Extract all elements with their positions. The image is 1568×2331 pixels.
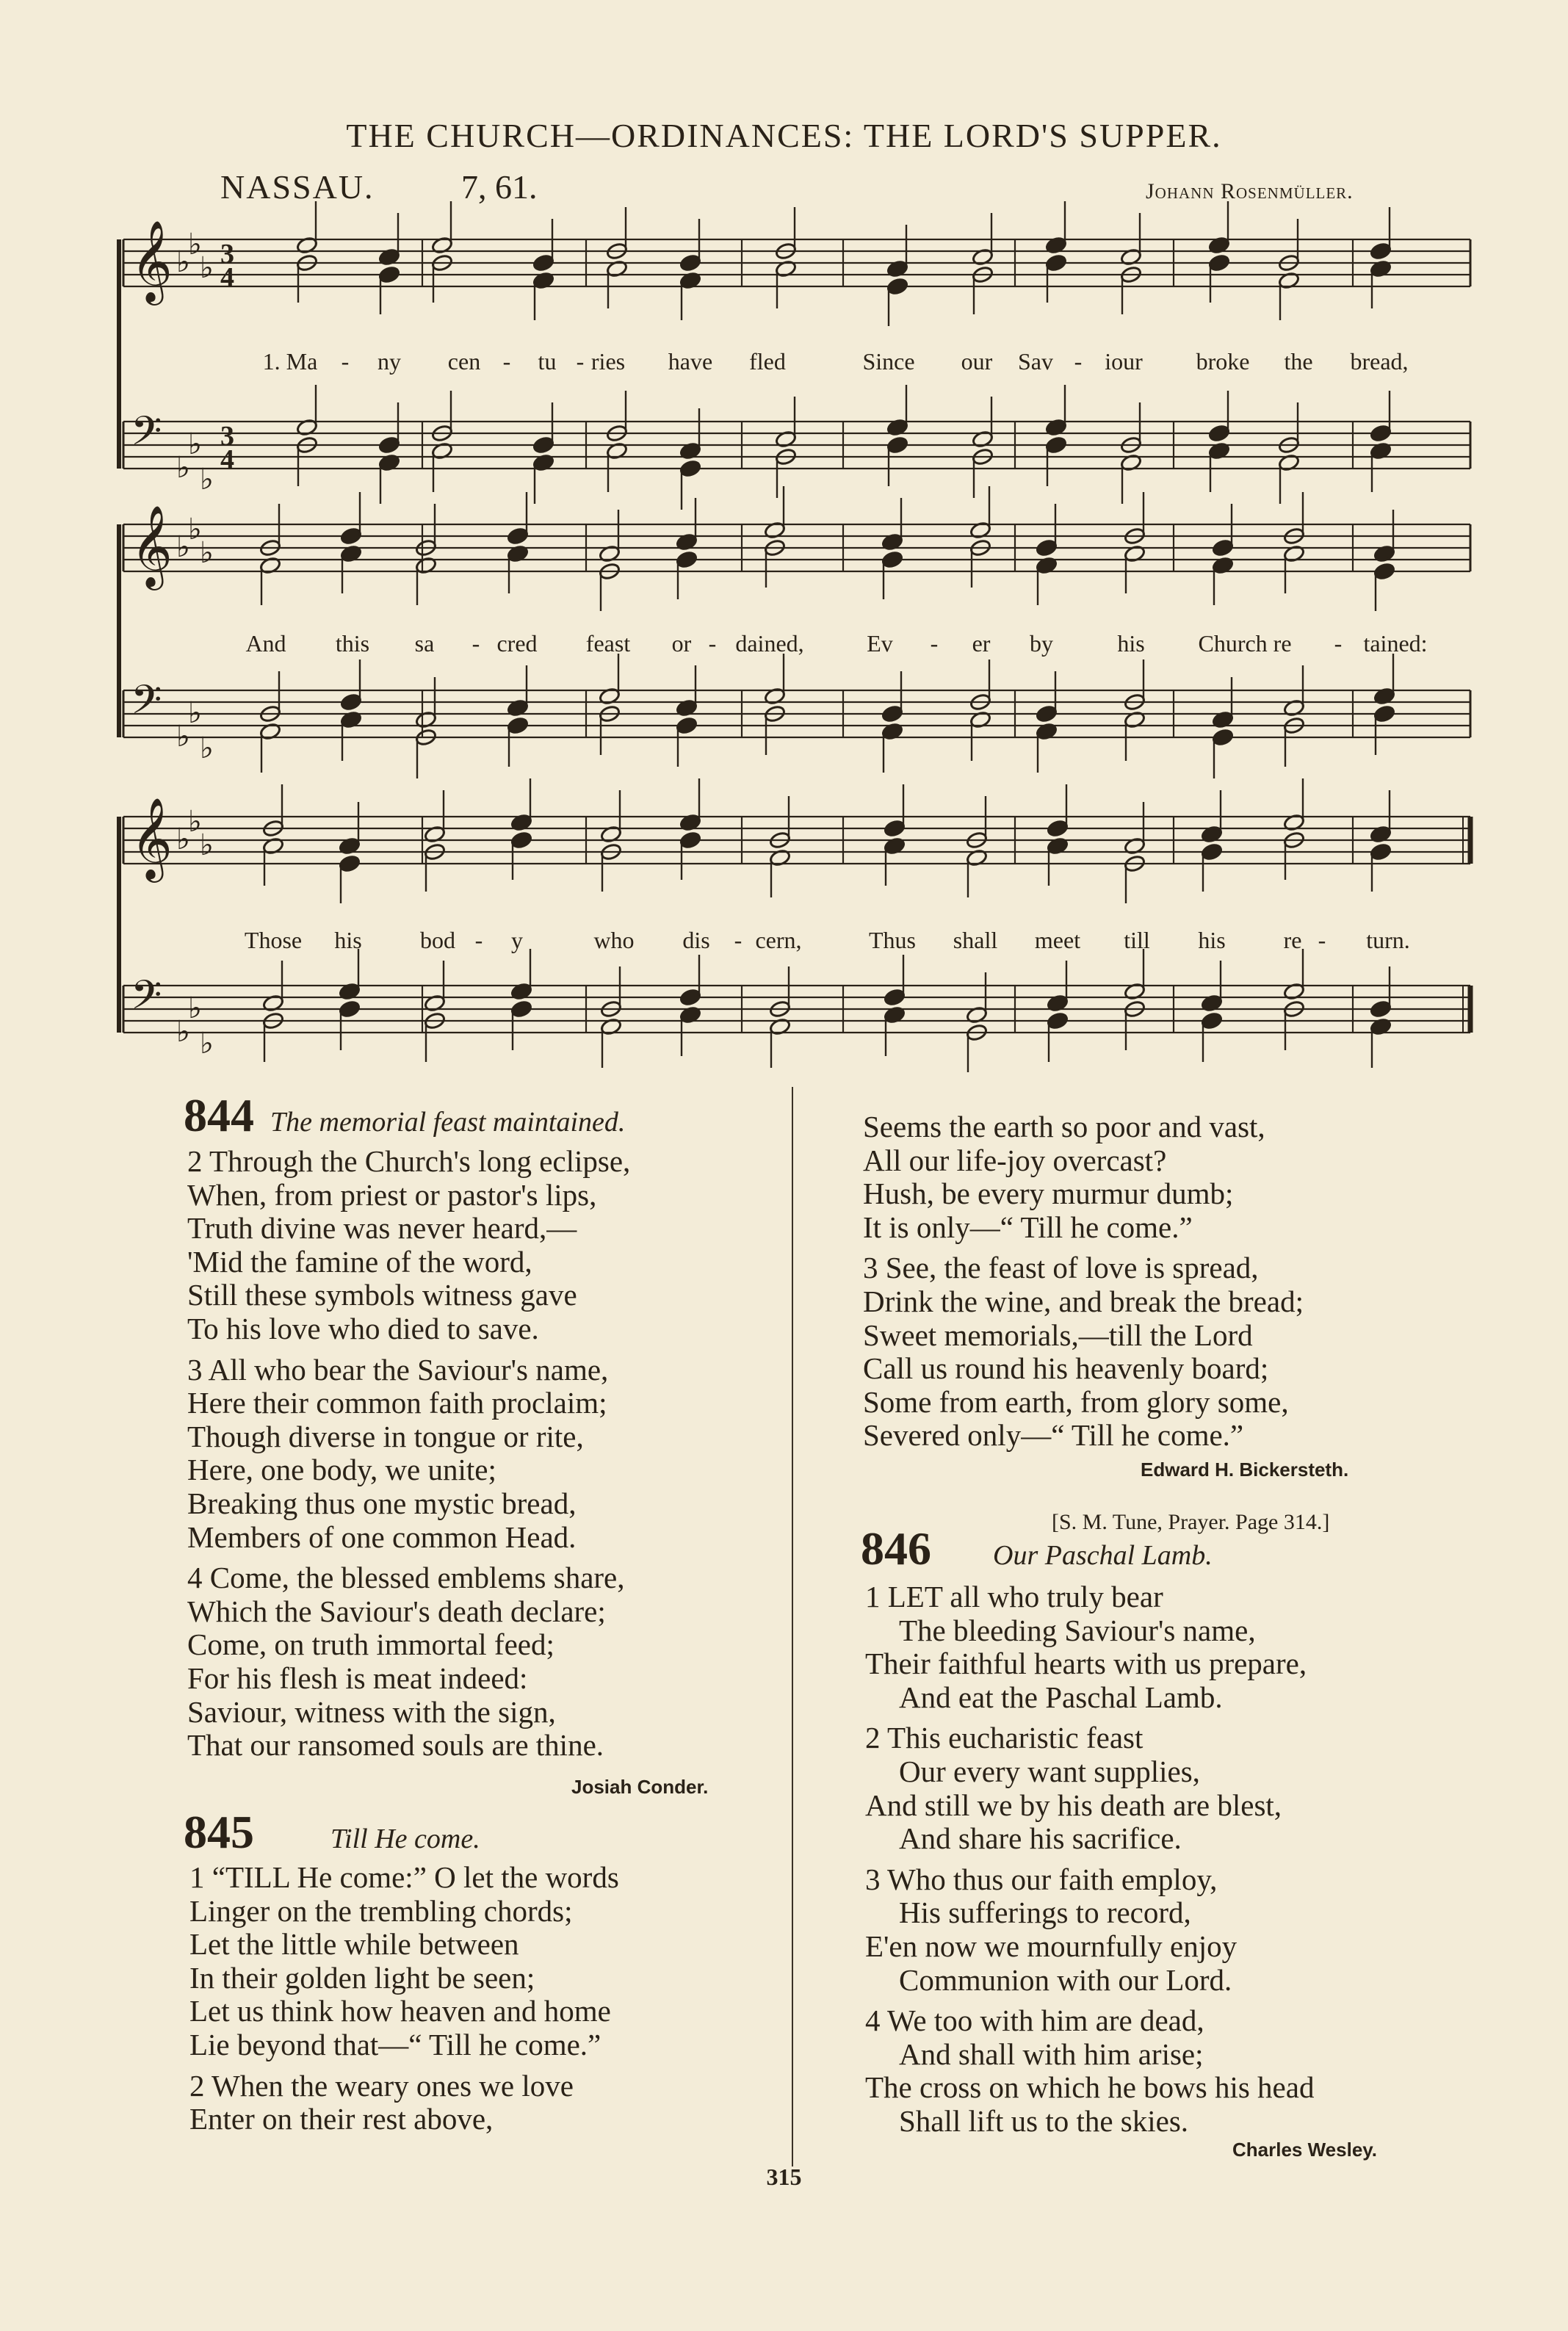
flat-icon: ♭ [188, 991, 202, 1025]
note-head [1045, 253, 1067, 272]
lyric-syllable: re [1283, 927, 1302, 953]
note-head [1208, 424, 1230, 443]
verse-line: Drink the wine, and break the bread; [863, 1284, 1304, 1318]
lyric-syllable: And [245, 630, 286, 657]
verse-line: And still we by his death are blest, [865, 1788, 1282, 1822]
verse-line: 4 Come, the blessed emblems share, [187, 1561, 625, 1595]
lyric-syllable: dis [682, 927, 710, 953]
flat-icon: ♭ [188, 228, 202, 261]
flat-icon: ♭ [200, 463, 214, 496]
flat-icon: ♭ [200, 731, 214, 765]
verse-line: And shall with him arise; [899, 2037, 1204, 2071]
note-head [378, 436, 400, 455]
note-head [507, 527, 529, 546]
verse-line: 1 LET all who truly bear [865, 1580, 1163, 1613]
note-head [532, 253, 554, 272]
flat-icon: ♭ [176, 720, 190, 753]
note-head [510, 1000, 532, 1019]
note-head [339, 854, 361, 873]
lyric-syllable: - [502, 348, 511, 375]
lyrics-system-2 [0, 630, 1568, 659]
lyric-syllable: this [335, 630, 370, 657]
note-head [1370, 242, 1392, 261]
note-head [1036, 538, 1058, 557]
verse-line: Here their common faith proclaim; [187, 1386, 607, 1420]
lyric-syllable: tu [538, 348, 557, 375]
verse-line: The bleeding Saviour's name, [899, 1613, 1256, 1647]
lyric-syllable: ries [590, 348, 626, 375]
treble-clef-icon: 𝄞 [131, 797, 173, 879]
lyric-syllable: by [1030, 630, 1053, 657]
hymn-844-heading [184, 1088, 625, 1143]
time-signature-top: 3 [220, 239, 234, 270]
lyric-syllable: our [961, 348, 993, 375]
verse-line: That our ransomed souls are thine. [187, 1728, 604, 1763]
verse-line: E'en now we mournfully enjoy [865, 1929, 1238, 1963]
flat-icon: ♭ [188, 805, 202, 839]
verse-line: Their faithful hearts with us prepare, [865, 1647, 1307, 1681]
lyric-syllable: - [708, 630, 717, 657]
verse-line: Call us round his heavenly board; [863, 1351, 1269, 1386]
lyric-syllable: turn. [1366, 927, 1410, 953]
note-head [1373, 562, 1395, 581]
verse-line: All our life-joy overcast? [863, 1143, 1167, 1177]
lyric-syllable: - [1334, 630, 1343, 657]
verse-line: Here, one body, we unite; [187, 1453, 496, 1487]
lyric-syllable: Those [244, 927, 303, 953]
column-divider [792, 1087, 793, 2166]
lyrics-system-1 [0, 348, 1568, 377]
verse-line: Linger on the trembling chords; [189, 1893, 573, 1928]
verse-line: And share his sacrifice. [899, 1821, 1182, 1856]
verse-line: To his love who died to save. [187, 1312, 539, 1345]
lyric-syllable: fled [749, 348, 786, 375]
lyric-syllable: cen [447, 348, 481, 375]
verse-line: Truth divine was never heard,— [187, 1211, 577, 1246]
lyric-syllable: Sav [1018, 348, 1053, 375]
lyric-syllable: iour [1105, 348, 1143, 375]
hymn-846-title: Our Paschal Lamb. [993, 1540, 1213, 1571]
verse-line: Though diverse in tongue or rite, [187, 1419, 584, 1453]
note-head [1047, 1011, 1069, 1030]
note-head [679, 831, 701, 850]
hymn-845-title: Till He come. [330, 1824, 480, 1854]
bass-clef-icon: 𝄢 [131, 408, 162, 464]
lyric-syllable: cred [496, 630, 538, 657]
flat-icon: ♭ [200, 536, 214, 570]
lyric-syllable: the [1284, 348, 1313, 375]
hymn-846-tune-reference: [S. M. Tune, Prayer. Page 314.] [1052, 1510, 1330, 1534]
note-head [1201, 1011, 1223, 1030]
section-heading: THE CHURCH—ORDINANCES: THE LORD'S SUPPER. [346, 117, 1222, 154]
hymn-846-author: Charles Wesley. [1232, 2139, 1378, 2161]
verse-line: 1 “TILL He come:” O let the words [189, 1860, 619, 1894]
time-signature-bottom: 4 [220, 444, 234, 475]
verse-line: Let us think how heaven and home [189, 1994, 611, 2028]
note-head [1045, 436, 1067, 455]
hymn-845-heading [184, 1805, 480, 1860]
note-head [884, 819, 906, 838]
lyric-syllable: y [511, 927, 523, 953]
lyric-syllable: his [1198, 927, 1226, 953]
verse-line: In their golden light be seen; [189, 1960, 535, 1995]
verse-line: The cross on which he bows his head [865, 2070, 1315, 2105]
note-head [679, 253, 701, 272]
lyric-syllable: Since [862, 348, 915, 375]
verse-line: 3 All who bear the Saviour's name, [187, 1352, 609, 1387]
verse-line: Some from earth, from glory some, [863, 1384, 1289, 1419]
verse-line: Lie beyond that—“ Till he come.” [189, 2028, 601, 2061]
verse-line: Which the Saviour's death declare; [187, 1594, 606, 1628]
hymn-844-number: 844 [184, 1089, 254, 1141]
music-score [0, 0, 1568, 1072]
flat-icon: ♭ [176, 1015, 190, 1049]
lyric-syllable: tained: [1363, 630, 1428, 657]
lyric-syllable: sa [414, 630, 435, 657]
treble-clef-icon: 𝄞 [131, 505, 173, 587]
note-head [676, 716, 698, 735]
note-head [1208, 253, 1230, 272]
verse-line: Our every want supplies, [899, 1754, 1200, 1788]
lyric-syllable: - [734, 927, 743, 953]
lyric-syllable: - [930, 630, 939, 657]
note-head [1370, 1000, 1392, 1019]
lyric-syllable: have [668, 348, 713, 375]
flat-icon: ♭ [176, 245, 190, 279]
verse-line: Enter on their rest above, [189, 2102, 494, 2136]
note-head [886, 436, 908, 455]
note-head [1370, 842, 1392, 861]
verse-line: Severed only—“ Till he come.” [863, 1418, 1244, 1453]
lyric-syllable: er [972, 630, 991, 657]
lyric-syllable: feast [585, 630, 631, 657]
lyric-syllable: Thus [869, 927, 916, 953]
note-head [507, 716, 529, 735]
flat-icon: ♭ [176, 451, 190, 485]
time-signature-bottom: 4 [220, 262, 234, 293]
lyric-syllable: shall [953, 927, 998, 953]
hymn-845-number: 845 [184, 1806, 254, 1858]
time-signature-top: 3 [220, 421, 234, 452]
verse-line: 3 See, the feast of love is spread, [863, 1251, 1259, 1285]
note-head [378, 265, 400, 284]
verse-line: 'Mid the famine of the word, [187, 1244, 532, 1279]
lyric-syllable: - [1074, 348, 1083, 375]
hymn-844-title: The memorial feast maintained. [270, 1107, 626, 1138]
hymn-846-heading [861, 1522, 1213, 1576]
lyric-syllable: till [1124, 927, 1150, 953]
note-head [340, 693, 362, 712]
note-head [1370, 424, 1392, 443]
lyric-syllable: - [576, 348, 585, 375]
lyric-syllable: or [671, 630, 692, 657]
verse-line: 2 This eucharistic feast [865, 1721, 1144, 1755]
lyric-syllable: broke [1196, 348, 1250, 375]
verse-line: Saviour, witness with the sign, [187, 1694, 556, 1729]
verse-line: Let the little while between [189, 1927, 519, 1962]
lyric-syllable: ny [377, 348, 401, 375]
flat-icon: ♭ [188, 513, 202, 546]
verse-line: Hush, be every murmur dumb; [863, 1177, 1234, 1211]
hymn-844-author: Josiah Conder. [571, 1776, 709, 1798]
note-head [1201, 842, 1223, 861]
note-head [1373, 704, 1395, 723]
lyric-syllable: - [472, 630, 480, 657]
verse-line: 3 Who thus our faith employ, [865, 1862, 1218, 1896]
verse-line: Seems the earth so poor and vast, [863, 1110, 1265, 1143]
verse-line: Members of one common Head. [187, 1519, 577, 1554]
verse-line: It is only—“ Till he come.” [863, 1210, 1193, 1244]
verse-line: Communion with our Lord. [899, 1962, 1232, 1997]
verse-line: Shall lift us to the skies. [899, 2104, 1189, 2138]
note-head [884, 988, 906, 1007]
lyric-syllable: bod [420, 927, 455, 953]
bass-clef-icon: 𝄢 [131, 972, 162, 1028]
verse-line: When, from priest or pastor's lips, [187, 1177, 597, 1212]
note-head [679, 988, 701, 1007]
flat-icon: ♭ [188, 696, 202, 730]
verse-line: And eat the Paschal Lamb. [899, 1680, 1223, 1714]
bass-clef-icon: 𝄢 [131, 676, 162, 733]
note-head [1212, 538, 1234, 557]
note-head [881, 704, 903, 723]
note-head [339, 1000, 361, 1019]
verse-line: Sweet memorials,—till the Lord [863, 1318, 1253, 1352]
verse-line: His sufferings to record, [899, 1895, 1191, 1930]
composer-credit: Johann Rosenmüller. [1146, 179, 1354, 203]
note-head [881, 550, 903, 569]
note-head [1047, 819, 1069, 838]
lyric-syllable: meet [1034, 927, 1081, 953]
flat-icon: ♭ [176, 823, 190, 856]
lyric-syllable: - [474, 927, 483, 953]
note-head [676, 550, 698, 569]
note-head [1036, 704, 1058, 723]
hymn-846-number: 846 [861, 1522, 931, 1575]
lyric-syllable: bread, [1350, 348, 1409, 375]
flat-icon: ♭ [200, 828, 214, 862]
lyric-syllable: cern, [755, 927, 802, 953]
lyric-syllable: dained, [735, 630, 804, 657]
verse-line: 2 When the weary ones we love [189, 2068, 574, 2103]
lyric-syllable: 1. Ma [262, 348, 318, 375]
page-number: 315 [766, 2164, 802, 2190]
flat-icon: ♭ [176, 530, 190, 564]
verse-line: Breaking thus one mystic bread, [187, 1486, 577, 1520]
note-head [886, 277, 908, 296]
verse-line: For his flesh is meat indeed: [187, 1661, 528, 1695]
note-head [1212, 728, 1234, 747]
lyric-syllable: Church re [1198, 630, 1292, 657]
hymn-845-author: Edward H. Bickersteth. [1141, 1459, 1349, 1481]
verse-line: Still these symbols witness gave [187, 1278, 577, 1312]
lyric-syllable: his [334, 927, 362, 953]
verse-line: 4 We too with him are dead, [865, 2003, 1204, 2038]
tune-meter: 7, 61. [461, 168, 538, 206]
lyric-syllable: who [593, 927, 635, 953]
note-head [532, 436, 554, 455]
flat-icon: ♭ [200, 251, 214, 285]
verse-line: Come, on truth immortal feed; [187, 1627, 554, 1662]
tune-name: NASSAU. [220, 168, 375, 206]
treble-clef-icon: 𝄞 [131, 220, 173, 302]
lyrics-system-3 [0, 927, 1568, 956]
flat-icon: ♭ [200, 1027, 214, 1060]
note-head [679, 459, 701, 478]
lyric-syllable: his [1117, 630, 1145, 657]
verse-line: 2 Through the Church's long eclipse, [187, 1144, 631, 1178]
note-head [510, 831, 532, 850]
note-head [340, 527, 362, 546]
lyric-syllable: - [1318, 927, 1326, 953]
lyric-syllable: - [341, 348, 350, 375]
lyric-syllable: Ev [867, 630, 893, 657]
flat-icon: ♭ [188, 427, 202, 461]
